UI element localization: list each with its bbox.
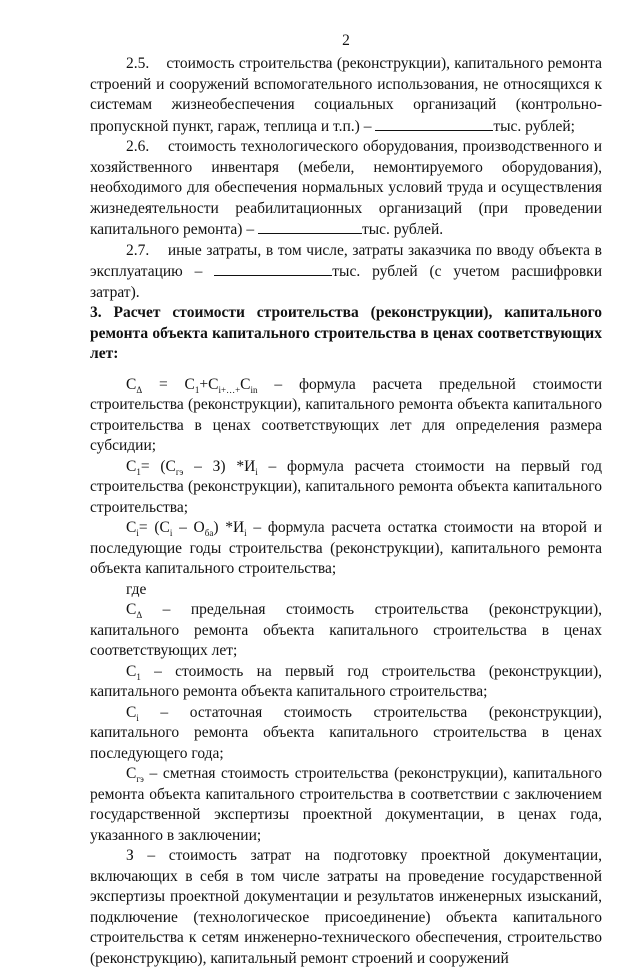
- item-number: 2.7.: [126, 241, 150, 259]
- item-text: стоимость технологического оборудования, производственного и хозяйственного инвентаря (мебели, немонтируемого оборудования), необходимого для обеспечения нормальных условий труда и осуществления жизнедеятельности реабилитационных организаций (при проведении капитального ремонта) –: [90, 138, 602, 238]
- definition-z: З – стоимость затрат на подготовку проектной документации, включающих в себя в том числе затраты на проведение государственной экспертизы проектной документации и результатов инженерных изысканий, подключение (технологическое присоединение) объекта капитального строительства к сетям инженерно-технического обеспечения, строительство (реконструкцию), капитальный ремонт строений и сооружений: [90, 847, 602, 967]
- item-unit: тыс. рублей (с учетом расшифровки затрат).: [90, 263, 603, 301]
- item-text: иные затраты, в том числе, затраты заказчика по вводу объекта в эксплуатацию –: [90, 241, 602, 280]
- formula-3: $С_i= (С_i - О_{ба})$ $*И_i$ – формула расчета остатка стоимости на второй и последующие годы строительства (реконструкции), капитального ремонта объекта капитального строительства;: [90, 519, 602, 577]
- formula-2: $С_1= (С_{гэ} - З)$ $*И_i$ – формула расчета стоимости на первый год строительства (реконструкции), капитального ремонта объекта капитального строительства;: [90, 457, 602, 516]
- section-3-heading: 3. Расчет стоимости строительства (реконструкции), капитального ремонта объекта капитального строительства в ценах соответствующих лет:: [90, 304, 602, 362]
- item-number: 2.6.: [126, 138, 150, 155]
- formula-1: $С_\Delta = С_1+С_{i+\dots+}С_{in}$ – формула расчета предельной стоимости строительства (реконструкции), капитального ремонта объекта капитального строительства в ценах соответствующих лет для определения размера субсидии;: [90, 375, 602, 454]
- definition-c-ge: $С_{гэ}$ – сметная стоимость строительства (реконструкции), капитального ремонта объекта капитального строительства в соответствии с заключением государственной экспертизы проектной документации, в ценах года, указанного в заключении;: [90, 765, 602, 844]
- blank-field: [214, 261, 332, 276]
- item-text: стоимость строительства (реконструкции), капитального ремонта строений и сооружений вспомогательного использования, не относящихся к системам жизнеобеспечения социальных организаций (контрольно-пропускной пункт, гараж, теплица и т.п.) –: [90, 55, 602, 135]
- definition-c-i: $С_i$ – остаточная стоимость строительства (реконструкции), капитального ремонта объекта капитального строительства в ценах последующего года;: [90, 703, 602, 762]
- definition-c-delta: $С_\Delta$ – предельная стоимость строительства (реконструкции), капитального ремонта объекта капитального строительства в ценах соответствующих лет;: [90, 601, 602, 659]
- item-unit: тыс. рублей.: [361, 221, 444, 238]
- page-number: 2: [342, 32, 350, 49]
- blank-field: [375, 116, 493, 131]
- definition-c-1: $С_1$ – стоимость на первый год строительства (реконструкции), капитального ремонта объекта капитального строительства;: [90, 662, 602, 700]
- item-number: 2.5.: [126, 55, 150, 72]
- blank-field: [258, 219, 362, 234]
- item-2-7: [90, 241, 602, 304]
- item-unit: тыс. рублей;: [493, 117, 575, 135]
- where-label: где: [126, 580, 147, 598]
- item-2-5: [90, 54, 602, 137]
- item-2-6: [90, 137, 602, 241]
